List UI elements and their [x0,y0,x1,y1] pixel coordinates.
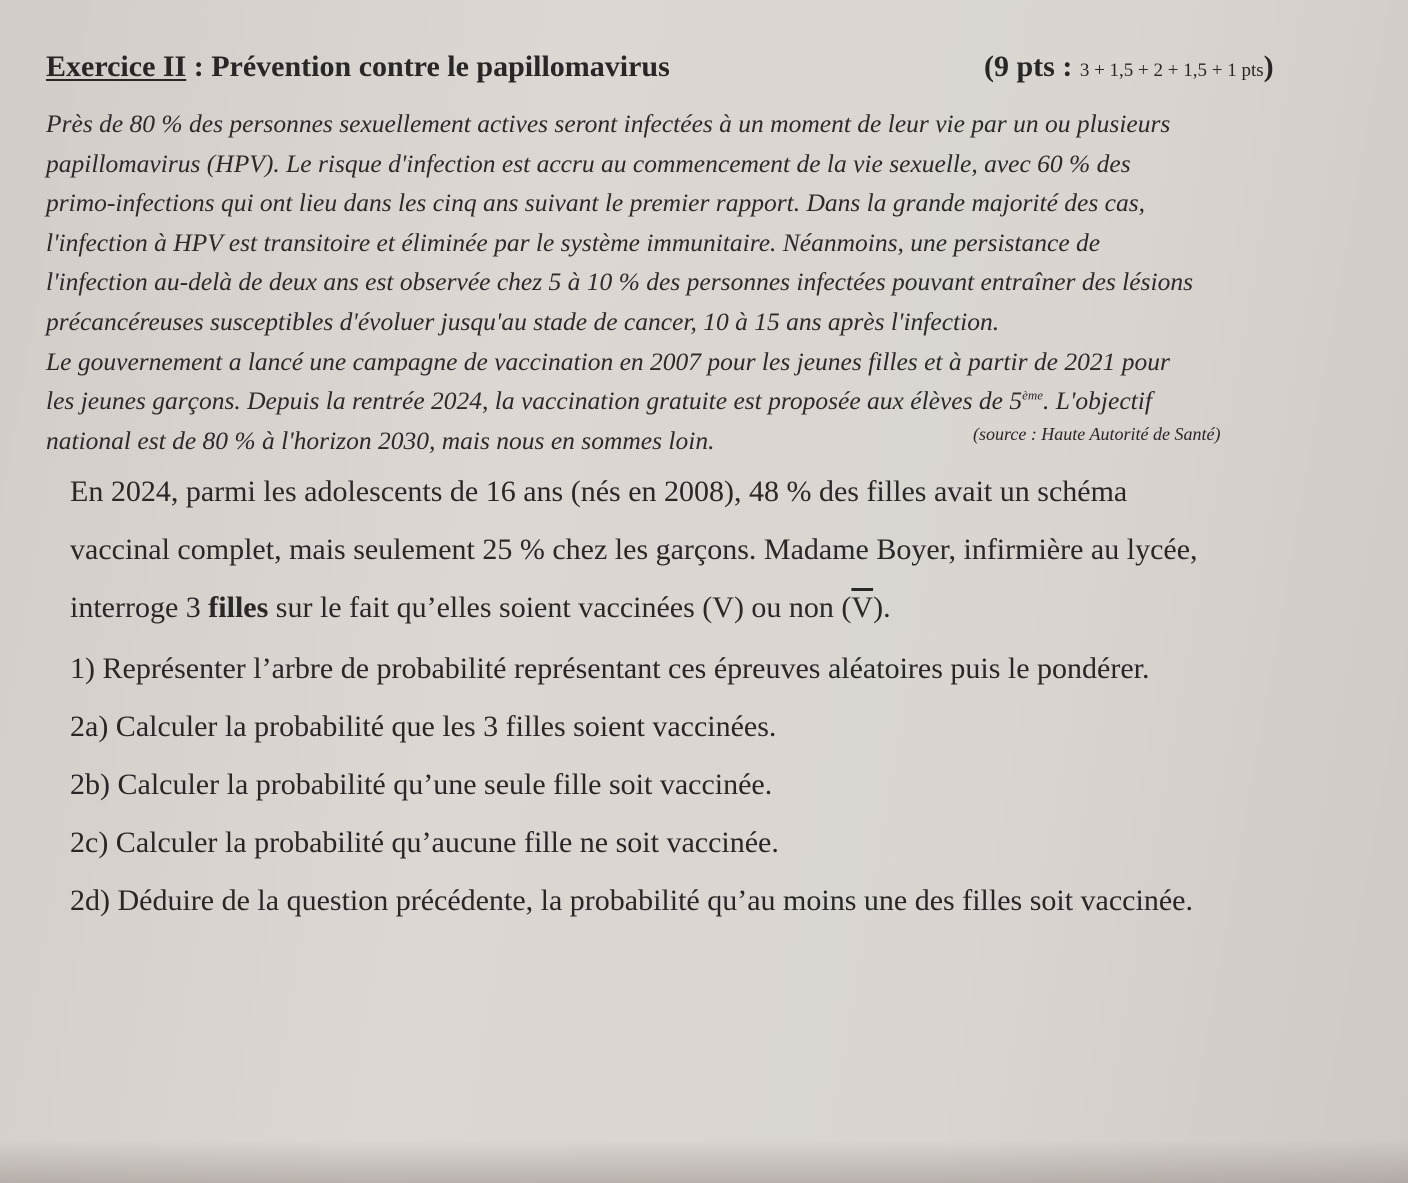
bold-word: filles [208,591,269,624]
question-1: 1) Représenter l’arbre de probabilité représentant ces épreuves aléatoires puis le pondérer. [70,652,1150,685]
intro-paragraph [46,104,1386,460]
intro-line: l'infection au-delà de deux ans est observée chez 5 à 10 % des personnes infectées pouvant entraîner des lésions [46,267,1194,297]
question-2b: 2b) Calculer la probabilité qu’une seule fille soit vaccinée. [70,768,773,801]
question-list [70,640,1390,930]
points-info [984,50,1274,84]
ordinal-superscript: ème [1022,387,1044,403]
intro-line: papillomavirus (HPV). Le risque d'infection est accru au commencement de la vie sexuelle, avec 60 % des [46,148,1131,178]
context-text: interroge 3 [70,591,209,624]
not-vaccinated-symbol: $\overline{V}$ [851,591,874,624]
question-2c: 2c) Calculer la probabilité qu’aucune fille ne soit vaccinée. [70,826,779,859]
points-total: (9 pts : [984,50,1080,83]
intro-line8-text: les jeunes garçons. Depuis la rentrée 2024, la vaccination gratuite est proposée aux élèves de 5 [46,386,1023,416]
intro-line: Le gouvernement a lancé une campagne de vaccination en 2007 pour les jeunes filles et à partir de 2021 pour [46,346,1170,376]
exercise-number: Exercice II [46,50,187,83]
context-line [70,579,1390,637]
intro-line: primo-infections qui ont lieu dans les cinq ans suivant le premier rapport. Dans la grande majorité des cas, [46,188,1146,218]
context-line: En 2024, parmi les adolescents de 16 ans (nés en 2008), 48 % des filles avait un schéma [70,475,1128,508]
question-2d: 2d) Déduire de la question précédente, la probabilité qu’au moins une des filles soit vaccinée. [70,884,1193,917]
intro-line: précancéreuses susceptibles d'évoluer jusqu'au stade de cancer, 10 à 15 ans après l'infection. [46,306,1000,336]
intro-line: Près de 80 % des personnes sexuellement actives seront infectées à un moment de leur vie par un ou plusieurs [46,109,1171,138]
intro-line: national est de 80 % à l'horizon 2030, mais nous en sommes loin. [46,425,715,455]
points-breakdown: 3 + 1,5 + 2 + 1,5 + 1 pts [1079,60,1264,81]
context-text: ). [873,591,891,624]
paper-bottom-shadow [0,1140,1408,1183]
source-citation: (source : Haute Autorité de Santé) [973,424,1221,444]
exercise-topic: : Prévention contre le papillomavirus [186,50,670,83]
exercise-title [46,50,670,84]
context-line: vaccinal complet, mais seulement 25 % chez les garçons. Madame Boyer, infirmière au lycée, [70,533,1198,566]
intro-line8-end: . L'objectif [1043,386,1152,416]
question-2a: 2a) Calculer la probabilité que les 3 filles soient vaccinées. [70,710,777,743]
intro-line: l'infection à HPV est transitoire et éliminée par le système immunitaire. Néanmoins, une persistance de [46,227,1101,257]
exercise-header [46,50,1346,96]
context-paragraph [70,463,1390,637]
points-close: ) [1263,50,1274,83]
intro-line [46,381,1386,421]
context-text: sur le fait qu’elles soient vaccinées (V) ou non ( [268,591,852,624]
